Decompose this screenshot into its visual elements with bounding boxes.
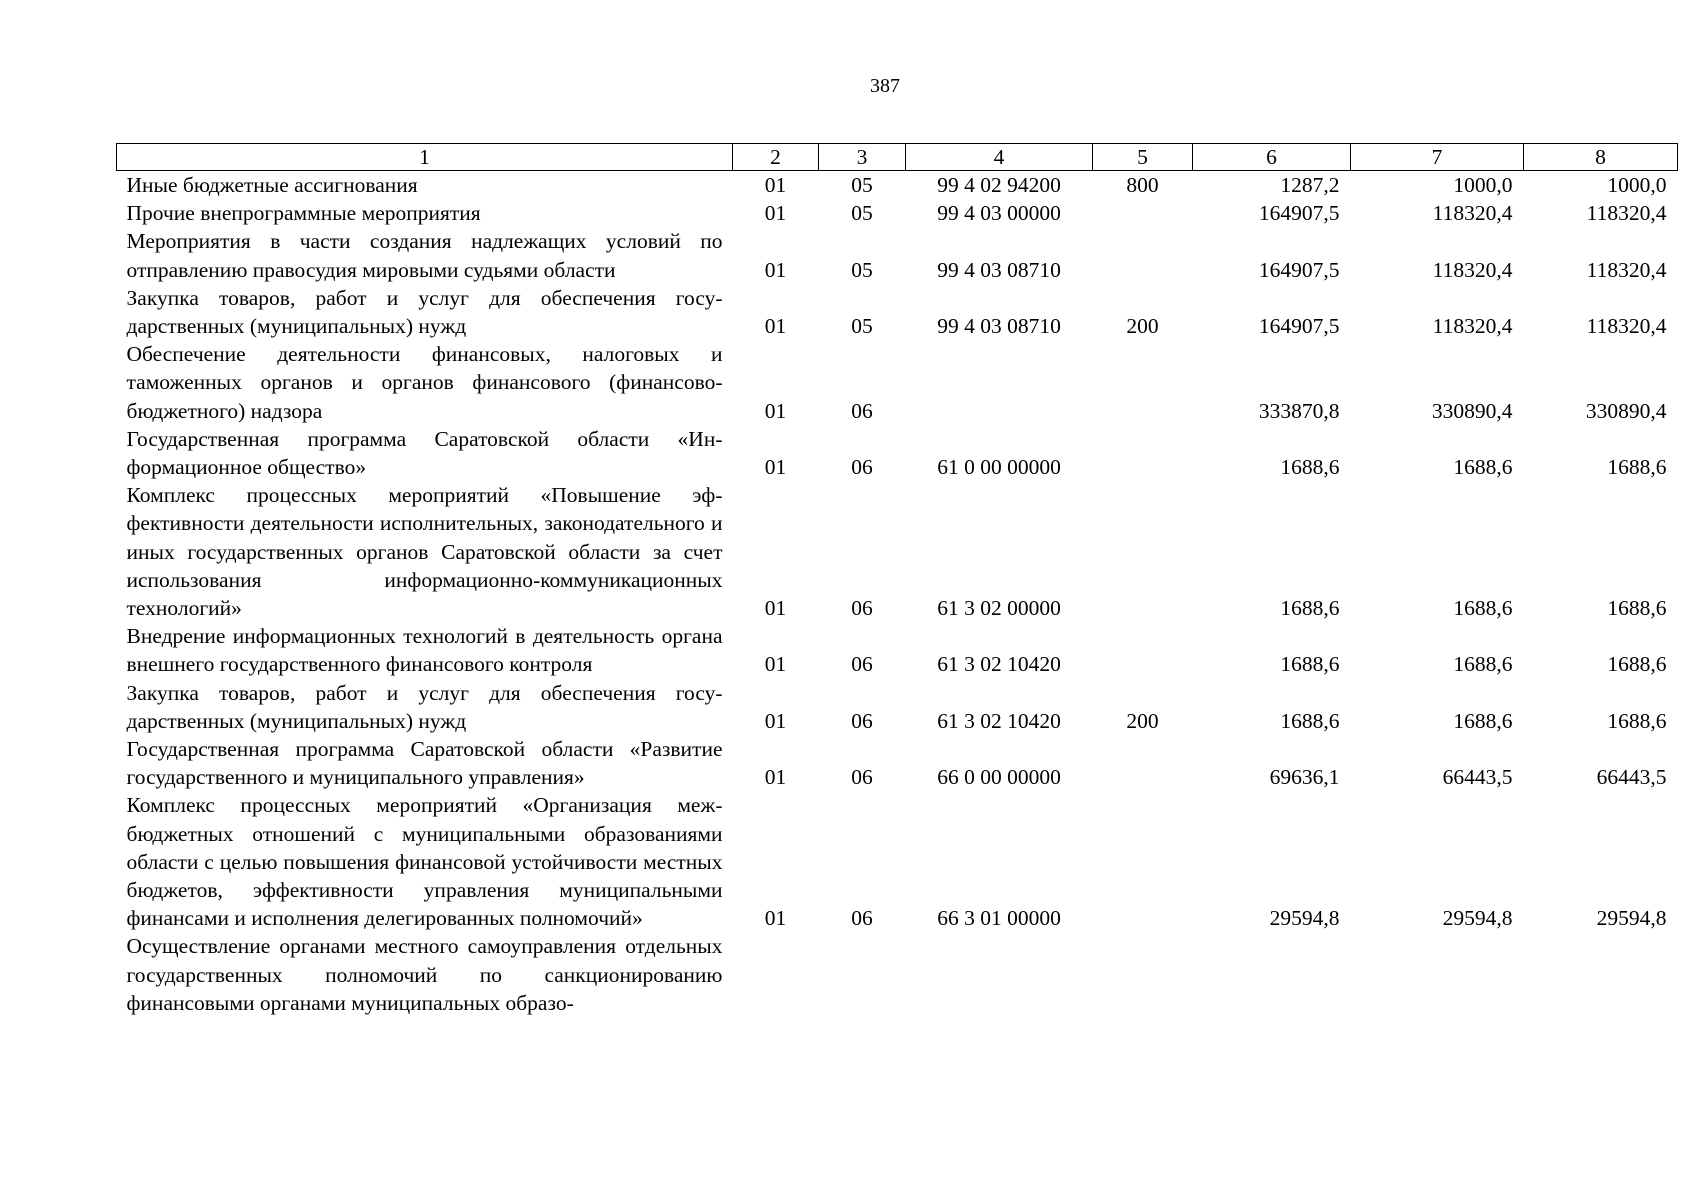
- table-body: [117, 171, 1678, 1018]
- row-target-code: 99 4 03 08710: [937, 257, 1061, 282]
- row-expense-type: [1093, 227, 1193, 283]
- row-name: Иные бюджетные ассигнования: [126, 173, 418, 197]
- row-subsection: 05: [851, 173, 873, 197]
- row-amount-3: 330890,4: [1585, 398, 1667, 423]
- row-expense-type: [1093, 199, 1193, 227]
- row-subsection: 06: [851, 708, 873, 733]
- table-row: [117, 622, 1678, 678]
- row-amount-1: 164907,5: [1258, 257, 1340, 282]
- row-amount-2: 1688,6: [1453, 708, 1513, 733]
- row-section: 01: [764, 596, 787, 621]
- row-name: Государственная программа Саратовской области «Информационное общество»: [126, 426, 723, 480]
- table-row: [117, 171, 1678, 200]
- column-header-3: 3: [819, 144, 906, 171]
- row-name: Прочие внепрограммные мероприятия: [126, 201, 481, 226]
- row-amount-3: 1000,0: [1607, 173, 1667, 197]
- row-name: Закупка товаров, работ и услуг для обеспечения государственных (муниципальных) нужд: [126, 680, 723, 733]
- row-amount-1: 69636,1: [1269, 765, 1340, 790]
- row-amount-1: 29594,8: [1269, 906, 1340, 931]
- row-amount-2: 118320,4: [1432, 257, 1513, 282]
- table-row: [117, 340, 1678, 425]
- row-name: Комплекс процессных мероприятий «Организация межбюджетных отношений с муниципальными образованиями области с целью повышения финансовой устойчивости местных бюджетов, эффективности управления муниципальными финансами и исполнения делегированных полномочий»: [126, 793, 723, 931]
- row-section: 01: [764, 708, 787, 733]
- table-row: [117, 791, 1678, 932]
- row-expense-type: 200: [1126, 314, 1159, 339]
- row-name: Внедрение информационных технологий в деятельность органа внешнего государственного финансового контроля: [126, 624, 723, 677]
- row-amount-2: 1688,6: [1453, 652, 1513, 677]
- row-subsection: 06: [851, 455, 873, 480]
- row-amount-2: 118320,4: [1432, 201, 1513, 226]
- row-amount-2: 118320,4: [1432, 314, 1513, 339]
- row-amount-2: [1351, 932, 1524, 1017]
- row-amount-1: 164907,5: [1258, 314, 1340, 339]
- row-name: Обеспечение деятельности финансовых, налоговых и таможенных органов и органов финансового (финансово-бюджетного) надзора: [126, 342, 723, 423]
- row-section: 01: [764, 765, 787, 790]
- row-name: Мероприятия в части создания надлежащих условий по отправлению правосудия мировыми судьями области: [126, 229, 723, 282]
- row-amount-3: 118320,4: [1586, 257, 1667, 282]
- row-expense-type: 800: [1126, 173, 1159, 197]
- column-header-6: 6: [1193, 144, 1351, 171]
- table-header: [117, 144, 1678, 171]
- row-section: 01: [764, 201, 787, 226]
- row-amount-1: 1688,6: [1280, 455, 1340, 480]
- row-section: 01: [764, 257, 787, 282]
- row-expense-type: [1093, 425, 1193, 481]
- budget-table: [116, 143, 1678, 1017]
- row-amount-2: 1688,6: [1453, 596, 1513, 621]
- row-amount-1: 1688,6: [1280, 708, 1340, 733]
- row-name: Комплекс процессных мероприятий «Повышение эффективности деятельности исполнительных, законодательного и иных государственных органов Саратовской области за счет использования информационно-коммуникационных технологий»: [126, 483, 723, 621]
- column-header-8: 8: [1524, 144, 1678, 171]
- row-target-code: 61 0 00 00000: [937, 455, 1061, 480]
- row-expense-type: [1093, 481, 1193, 622]
- row-subsection: 06: [851, 906, 873, 931]
- row-amount-3: 66443,5: [1596, 765, 1667, 790]
- row-amount-3: 118320,4: [1586, 201, 1667, 226]
- table-row: [117, 735, 1678, 791]
- row-subsection: 06: [851, 398, 873, 423]
- row-amount-2: 66443,5: [1442, 765, 1513, 790]
- row-target-code: 99 4 03 00000: [937, 201, 1061, 226]
- row-target-code: 66 3 01 00000: [937, 906, 1061, 931]
- column-header-1: 1: [117, 144, 733, 171]
- row-target-code: [906, 932, 1093, 1017]
- table-row: [117, 199, 1678, 227]
- row-amount-1: 1688,6: [1280, 652, 1340, 677]
- row-expense-type: [1093, 735, 1193, 791]
- table-row: [117, 932, 1678, 1017]
- row-amount-3: 1688,6: [1607, 652, 1667, 677]
- table-row: [117, 284, 1678, 340]
- row-amount-3: 1688,6: [1607, 455, 1667, 480]
- page-number: 387: [870, 75, 900, 97]
- row-amount-2: 1688,6: [1453, 455, 1513, 480]
- column-header-5: 5: [1093, 144, 1193, 171]
- row-expense-type: [1093, 622, 1193, 678]
- row-amount-3: 1688,6: [1607, 708, 1667, 733]
- row-subsection: 06: [851, 765, 873, 790]
- row-subsection: 05: [851, 201, 873, 226]
- row-amount-1: 164907,5: [1258, 201, 1340, 226]
- row-amount-2: 29594,8: [1442, 906, 1513, 931]
- table-row: [117, 481, 1678, 622]
- row-subsection: 05: [851, 257, 873, 282]
- row-expense-type: 200: [1126, 708, 1159, 733]
- row-section: 01: [764, 906, 787, 931]
- column-header-4: 4: [906, 144, 1093, 171]
- row-subsection: 05: [851, 314, 873, 339]
- header-row: [117, 144, 1678, 171]
- table-row: [117, 227, 1678, 283]
- row-section: 01: [764, 398, 787, 423]
- row-target-code: [906, 340, 1093, 425]
- row-expense-type: [1093, 932, 1193, 1017]
- row-section: 01: [764, 314, 787, 339]
- row-expense-type: [1093, 340, 1193, 425]
- column-header-7: 7: [1351, 144, 1524, 171]
- row-amount-3: 29594,8: [1596, 906, 1667, 931]
- row-amount-3: 1688,6: [1607, 596, 1667, 621]
- row-section: 01: [764, 173, 787, 197]
- row-target-code: 99 4 02 94200: [937, 173, 1061, 197]
- row-target-code: 61 3 02 10420: [937, 708, 1061, 733]
- row-name: Закупка товаров, работ и услуг для обеспечения государственных (муниципальных) нужд: [126, 285, 723, 339]
- row-subsection: 06: [851, 652, 873, 677]
- column-header-2: 2: [733, 144, 819, 171]
- row-target-code: 66 0 00 00000: [937, 765, 1061, 790]
- row-section: 01: [764, 455, 787, 480]
- row-amount-1: 1287,2: [1280, 173, 1340, 197]
- table-row: [117, 679, 1678, 735]
- row-target-code: 61 3 02 10420: [937, 652, 1061, 677]
- row-amount-2: 330890,4: [1431, 398, 1513, 423]
- row-section: 01: [764, 652, 787, 677]
- row-amount-3: [1524, 932, 1678, 1017]
- row-expense-type: [1093, 791, 1193, 932]
- row-subsection: 06: [851, 596, 873, 621]
- row-name: Государственная программа Саратовской области «Развитие государственного и муниципального управления»: [126, 737, 723, 790]
- row-amount-1: 1688,6: [1280, 596, 1340, 621]
- row-name: Осуществление органами местного самоуправления отдельных государственных полномочий по санкционированию финансовыми органами муниципальных образо-: [126, 934, 723, 1015]
- row-amount-3: 118320,4: [1586, 314, 1667, 339]
- row-subsection: [819, 932, 906, 1017]
- table-row: [117, 425, 1678, 481]
- row-section: [733, 932, 819, 1017]
- row-amount-1: 333870,8: [1258, 398, 1340, 423]
- row-target-code: 61 3 02 00000: [937, 596, 1061, 621]
- row-target-code: 99 4 03 08710: [937, 314, 1061, 339]
- row-amount-2: 1000,0: [1453, 173, 1513, 197]
- row-amount-1: [1193, 932, 1351, 1017]
